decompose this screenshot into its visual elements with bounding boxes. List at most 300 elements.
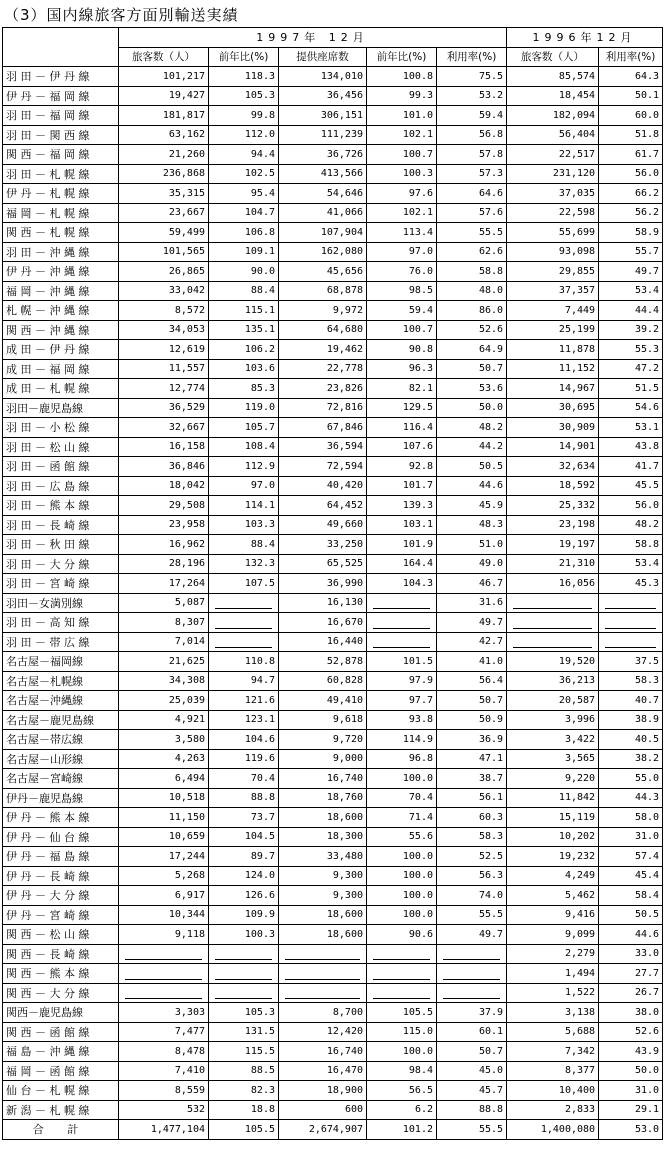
load-factor-1997-cell: 48.3: [437, 515, 507, 535]
load-factor-1996-cell: 40.7: [599, 691, 663, 711]
yoy-passengers-cell: 131.5: [209, 1022, 279, 1042]
yoy-passengers-cell: 70.4: [209, 769, 279, 789]
load-factor-1996-cell: 56.0: [599, 164, 663, 184]
not-applicable-line: [513, 637, 592, 648]
load-factor-1996-cell: 39.2: [599, 320, 663, 340]
passengers-1996-cell: 37,035: [507, 184, 599, 204]
col-header-seats: 提供座席数: [279, 47, 367, 67]
total-yoy-passengers-cell: 105.5: [209, 1120, 279, 1140]
load-factor-1997-cell: 41.0: [437, 652, 507, 672]
load-factor-1996-cell: 38.2: [599, 749, 663, 769]
yoy-seats-cell: 139.3: [367, 496, 437, 516]
load-factor-1996-cell: 56.2: [599, 203, 663, 223]
table-row: [3, 184, 663, 204]
seats-cell: [279, 964, 367, 984]
load-factor-1997-cell: 49.0: [437, 554, 507, 574]
route-cell: 伊 丹 － 大 分 線: [3, 886, 119, 906]
route-cell: 関 西 － 大 分 線: [3, 983, 119, 1003]
passengers-1997-cell: 36,846: [119, 457, 209, 477]
not-applicable-line: [285, 949, 360, 960]
passengers-1996-cell: [507, 632, 599, 652]
yoy-seats-cell: 101.9: [367, 535, 437, 555]
total-route-cell: 合 計: [3, 1120, 119, 1140]
route-cell: 成 田 － 札 幌 線: [3, 379, 119, 399]
passengers-1997-cell: 7,014: [119, 632, 209, 652]
load-factor-1997-cell: 49.7: [437, 613, 507, 633]
load-factor-1997-cell: 48.0: [437, 281, 507, 301]
table-row: [3, 925, 663, 945]
table-row: [3, 242, 663, 262]
seats-cell: 16,740: [279, 1042, 367, 1062]
route-cell: 羽 田 － 宮 崎 線: [3, 574, 119, 594]
load-factor-1997-cell: 64.6: [437, 184, 507, 204]
seats-cell: 22,778: [279, 359, 367, 379]
route-cell: 伊 丹 － 宮 崎 線: [3, 905, 119, 925]
table-row: [3, 632, 663, 652]
passengers-1996-cell: 1,494: [507, 964, 599, 984]
seats-cell: 9,618: [279, 710, 367, 730]
table-row: [3, 67, 663, 87]
seats-cell: 18,300: [279, 827, 367, 847]
passengers-1996-cell: 37,357: [507, 281, 599, 301]
load-factor-1996-cell: 58.3: [599, 671, 663, 691]
load-factor-1996-cell: 45.4: [599, 866, 663, 886]
not-applicable-line: [215, 637, 272, 648]
seats-cell: 16,470: [279, 1061, 367, 1081]
yoy-passengers-cell: [209, 613, 279, 633]
yoy-seats-cell: 99.3: [367, 86, 437, 106]
table-row: [3, 554, 663, 574]
passengers-1997-cell: 8,478: [119, 1042, 209, 1062]
yoy-passengers-cell: 109.1: [209, 242, 279, 262]
route-cell: 羽 田 － 小 松 線: [3, 418, 119, 438]
load-factor-1997-cell: 56.4: [437, 671, 507, 691]
load-factor-1997-cell: 55.5: [437, 223, 507, 243]
not-applicable-line: [373, 637, 430, 648]
not-applicable-line: [285, 969, 360, 980]
route-cell: 名古屋－札幌線: [3, 671, 119, 691]
load-factor-1996-cell: 54.6: [599, 398, 663, 418]
load-factor-1996-cell: [599, 632, 663, 652]
load-factor-1996-cell: 56.0: [599, 496, 663, 516]
yoy-passengers-cell: [209, 593, 279, 613]
yoy-passengers-cell: 119.0: [209, 398, 279, 418]
route-cell: 関 西 － 長 崎 線: [3, 944, 119, 964]
passengers-1997-cell: 181,817: [119, 106, 209, 126]
route-cell: 関 西 － 函 館 線: [3, 1022, 119, 1042]
load-factor-1997-cell: 53.2: [437, 86, 507, 106]
total-passengers-1997-cell: 1,477,104: [119, 1120, 209, 1140]
load-factor-1996-cell: 58.9: [599, 223, 663, 243]
passengers-1996-cell: 25,199: [507, 320, 599, 340]
seats-cell: 36,726: [279, 145, 367, 165]
yoy-seats-cell: [367, 944, 437, 964]
load-factor-1997-cell: 31.6: [437, 593, 507, 613]
yoy-passengers-cell: 123.1: [209, 710, 279, 730]
yoy-passengers-cell: 85.3: [209, 379, 279, 399]
yoy-seats-cell: 96.8: [367, 749, 437, 769]
load-factor-1997-cell: 60.3: [437, 808, 507, 828]
load-factor-1997-cell: 58.8: [437, 262, 507, 282]
passengers-1996-cell: 25,332: [507, 496, 599, 516]
route-cell: 関 西 － 松 山 線: [3, 925, 119, 945]
load-factor-1997-cell: 44.2: [437, 437, 507, 457]
seats-cell: 9,000: [279, 749, 367, 769]
yoy-passengers-cell: 105.7: [209, 418, 279, 438]
passengers-1996-cell: 9,099: [507, 925, 599, 945]
route-cell: 羽 田 － 高 知 線: [3, 613, 119, 633]
load-factor-1997-cell: 48.2: [437, 418, 507, 438]
load-factor-1996-cell: [599, 613, 663, 633]
load-factor-1996-cell: 26.7: [599, 983, 663, 1003]
yoy-seats-cell: 101.0: [367, 106, 437, 126]
table-row: [3, 1081, 663, 1101]
yoy-seats-cell: 97.6: [367, 184, 437, 204]
passengers-1997-cell: 12,619: [119, 340, 209, 360]
not-applicable-line: [605, 598, 656, 609]
load-factor-1996-cell: 44.6: [599, 925, 663, 945]
route-cell: 羽 田 － 帯 広 線: [3, 632, 119, 652]
table-row: [3, 827, 663, 847]
load-factor-1996-cell: 38.0: [599, 1003, 663, 1023]
passengers-1996-cell: 36,213: [507, 671, 599, 691]
not-applicable-line: [373, 988, 430, 999]
table-row: [3, 691, 663, 711]
period-1996-header: 1996年12月: [507, 28, 663, 48]
load-factor-1996-cell: 43.8: [599, 437, 663, 457]
route-cell: 羽 田 － 秋 田 線: [3, 535, 119, 555]
table-body: [3, 67, 663, 1140]
passengers-1997-cell: 32,667: [119, 418, 209, 438]
passengers-1996-cell: 19,520: [507, 652, 599, 672]
passengers-1997-cell: 63,162: [119, 125, 209, 145]
yoy-passengers-cell: 90.0: [209, 262, 279, 282]
table-row: [3, 106, 663, 126]
load-factor-1997-cell: 56.1: [437, 788, 507, 808]
table-row: [3, 847, 663, 867]
passengers-1996-cell: 55,699: [507, 223, 599, 243]
table-row: [3, 418, 663, 438]
seats-cell: 52,878: [279, 652, 367, 672]
table-row: [3, 730, 663, 750]
seats-cell: 8,700: [279, 1003, 367, 1023]
passengers-1997-cell: 34,308: [119, 671, 209, 691]
seats-cell: [279, 983, 367, 1003]
passengers-1996-cell: 15,119: [507, 808, 599, 828]
load-factor-1996-cell: 51.5: [599, 379, 663, 399]
yoy-seats-cell: 90.6: [367, 925, 437, 945]
yoy-seats-cell: 93.8: [367, 710, 437, 730]
table-row: [3, 340, 663, 360]
passengers-1997-cell: 9,118: [119, 925, 209, 945]
passengers-1997-cell: 8,307: [119, 613, 209, 633]
load-factor-1997-cell: 46.7: [437, 574, 507, 594]
passengers-1996-cell: 16,056: [507, 574, 599, 594]
total-passengers-1996-cell: 1,400,080: [507, 1120, 599, 1140]
load-factor-1997-cell: 45.7: [437, 1081, 507, 1101]
load-factor-1997-cell: 47.1: [437, 749, 507, 769]
passengers-1997-cell: 532: [119, 1100, 209, 1120]
not-applicable-line: [373, 598, 430, 609]
passengers-1997-cell: 25,039: [119, 691, 209, 711]
table-row: [3, 886, 663, 906]
route-cell: 福 岡 － 函 館 線: [3, 1061, 119, 1081]
yoy-passengers-cell: 88.5: [209, 1061, 279, 1081]
yoy-passengers-cell: 115.1: [209, 301, 279, 321]
passengers-1996-cell: 22,598: [507, 203, 599, 223]
seats-cell: 36,594: [279, 437, 367, 457]
passengers-1997-cell: 35,315: [119, 184, 209, 204]
not-applicable-line: [443, 969, 500, 980]
yoy-seats-cell: 97.7: [367, 691, 437, 711]
route-cell: 札 幌 － 沖 縄 線: [3, 301, 119, 321]
table-row: [3, 515, 663, 535]
load-factor-1997-cell: 62.6: [437, 242, 507, 262]
passengers-1996-cell: 23,198: [507, 515, 599, 535]
yoy-seats-cell: 82.1: [367, 379, 437, 399]
yoy-seats-cell: 56.5: [367, 1081, 437, 1101]
passengers-1996-cell: 11,878: [507, 340, 599, 360]
load-factor-1996-cell: 64.3: [599, 67, 663, 87]
yoy-seats-cell: 129.5: [367, 398, 437, 418]
load-factor-1997-cell: 56.3: [437, 866, 507, 886]
passengers-1996-cell: 182,094: [507, 106, 599, 126]
table-row: [3, 223, 663, 243]
passengers-1997-cell: [119, 964, 209, 984]
passengers-1997-cell: 11,150: [119, 808, 209, 828]
load-factor-1997-cell: 64.9: [437, 340, 507, 360]
passengers-1997-cell: 33,042: [119, 281, 209, 301]
not-applicable-line: [125, 969, 202, 980]
passengers-1997-cell: 18,042: [119, 476, 209, 496]
yoy-passengers-cell: 82.3: [209, 1081, 279, 1101]
passengers-1997-cell: 10,344: [119, 905, 209, 925]
total-load-factor-1997-cell: 55.5: [437, 1120, 507, 1140]
yoy-passengers-cell: 88.4: [209, 281, 279, 301]
route-cell: 関西－鹿児島線: [3, 1003, 119, 1023]
load-factor-1996-cell: 52.6: [599, 1022, 663, 1042]
not-applicable-line: [605, 618, 656, 629]
yoy-passengers-cell: 104.7: [209, 203, 279, 223]
yoy-seats-cell: 100.0: [367, 905, 437, 925]
table-row: [3, 535, 663, 555]
route-cell: 福 岡 － 札 幌 線: [3, 203, 119, 223]
load-factor-1997-cell: 60.1: [437, 1022, 507, 1042]
yoy-seats-cell: 100.7: [367, 145, 437, 165]
load-factor-1996-cell: 60.0: [599, 106, 663, 126]
passengers-1996-cell: 3,565: [507, 749, 599, 769]
yoy-seats-cell: 71.4: [367, 808, 437, 828]
not-applicable-line: [215, 598, 272, 609]
seats-cell: 72,594: [279, 457, 367, 477]
col-header-passengers-1997: 旅客数（人）: [119, 47, 209, 67]
route-cell: 名古屋－福岡線: [3, 652, 119, 672]
passengers-1997-cell: 59,499: [119, 223, 209, 243]
not-applicable-line: [443, 988, 500, 999]
load-factor-1997-cell: 86.0: [437, 301, 507, 321]
not-applicable-line: [215, 988, 272, 999]
yoy-passengers-cell: 18.8: [209, 1100, 279, 1120]
not-applicable-line: [443, 949, 500, 960]
route-cell: 羽田－鹿児島線: [3, 398, 119, 418]
table-row: [3, 164, 663, 184]
load-factor-1996-cell: 45.3: [599, 574, 663, 594]
passengers-1997-cell: 17,264: [119, 574, 209, 594]
seats-cell: 16,740: [279, 769, 367, 789]
table-row: [3, 944, 663, 964]
yoy-passengers-cell: 119.6: [209, 749, 279, 769]
seats-cell: 33,250: [279, 535, 367, 555]
yoy-seats-cell: 100.0: [367, 847, 437, 867]
passengers-1996-cell: 85,574: [507, 67, 599, 87]
load-factor-1997-cell: 50.7: [437, 691, 507, 711]
load-factor-1997-cell: 52.5: [437, 847, 507, 867]
load-factor-1997-cell: 44.6: [437, 476, 507, 496]
load-factor-1996-cell: 53.4: [599, 281, 663, 301]
not-applicable-line: [125, 988, 202, 999]
load-factor-1997-cell: 50.9: [437, 710, 507, 730]
yoy-passengers-cell: 121.6: [209, 691, 279, 711]
yoy-seats-cell: 59.4: [367, 301, 437, 321]
yoy-passengers-cell: 105.3: [209, 86, 279, 106]
yoy-passengers-cell: 99.8: [209, 106, 279, 126]
table-row: [3, 1042, 663, 1062]
seats-cell: 33,480: [279, 847, 367, 867]
route-cell: 成 田 － 福 岡 線: [3, 359, 119, 379]
seats-cell: 9,300: [279, 886, 367, 906]
yoy-seats-cell: [367, 593, 437, 613]
load-factor-1996-cell: 66.2: [599, 184, 663, 204]
yoy-seats-cell: 97.9: [367, 671, 437, 691]
passengers-1996-cell: 2,279: [507, 944, 599, 964]
passengers-1996-cell: 2,833: [507, 1100, 599, 1120]
yoy-passengers-cell: 103.6: [209, 359, 279, 379]
yoy-seats-cell: [367, 964, 437, 984]
yoy-passengers-cell: 94.7: [209, 671, 279, 691]
table-row: [3, 496, 663, 516]
load-factor-1997-cell: 50.7: [437, 1042, 507, 1062]
yoy-seats-cell: 164.4: [367, 554, 437, 574]
seats-cell: 65,525: [279, 554, 367, 574]
yoy-passengers-cell: 105.3: [209, 1003, 279, 1023]
page-title: （3）国内線旅客方面別輸送実績: [4, 6, 239, 24]
yoy-passengers-cell: 104.5: [209, 827, 279, 847]
passengers-1996-cell: 29,855: [507, 262, 599, 282]
table-row: [3, 320, 663, 340]
passengers-1996-cell: 3,996: [507, 710, 599, 730]
passengers-1997-cell: 7,477: [119, 1022, 209, 1042]
seats-cell: 600: [279, 1100, 367, 1120]
seats-cell: 40,420: [279, 476, 367, 496]
table-row: [3, 301, 663, 321]
col-header-load-factor-1997: 利用率(%): [437, 47, 507, 67]
load-factor-1996-cell: [599, 593, 663, 613]
load-factor-1996-cell: 31.0: [599, 1081, 663, 1101]
load-factor-1996-cell: 40.5: [599, 730, 663, 750]
load-factor-1997-cell: 45.0: [437, 1061, 507, 1081]
not-applicable-line: [605, 637, 656, 648]
yoy-seats-cell: 114.9: [367, 730, 437, 750]
route-cell: 福 島 － 沖 縄 線: [3, 1042, 119, 1062]
passengers-1996-cell: 20,587: [507, 691, 599, 711]
passengers-1996-cell: 7,342: [507, 1042, 599, 1062]
passengers-1996-cell: 14,901: [507, 437, 599, 457]
load-factor-1996-cell: 58.0: [599, 808, 663, 828]
seats-cell: 18,900: [279, 1081, 367, 1101]
load-factor-1997-cell: 55.5: [437, 905, 507, 925]
load-factor-1997-cell: 57.6: [437, 203, 507, 223]
load-factor-1996-cell: 41.7: [599, 457, 663, 477]
seats-cell: 18,600: [279, 808, 367, 828]
load-factor-1996-cell: 44.4: [599, 301, 663, 321]
table-row: [3, 1100, 663, 1120]
load-factor-1996-cell: 45.5: [599, 476, 663, 496]
passengers-1996-cell: 19,197: [507, 535, 599, 555]
passengers-1997-cell: [119, 944, 209, 964]
passengers-1997-cell: 12,774: [119, 379, 209, 399]
yoy-seats-cell: 76.0: [367, 262, 437, 282]
passengers-1996-cell: 7,449: [507, 301, 599, 321]
yoy-seats-cell: 101.5: [367, 652, 437, 672]
passengers-1996-cell: 1,522: [507, 983, 599, 1003]
passengers-1996-cell: 11,152: [507, 359, 599, 379]
passengers-1996-cell: 8,377: [507, 1061, 599, 1081]
yoy-passengers-cell: 108.4: [209, 437, 279, 457]
seats-cell: 67,846: [279, 418, 367, 438]
route-cell: 関 西 － 福 岡 線: [3, 145, 119, 165]
yoy-seats-cell: 100.3: [367, 164, 437, 184]
yoy-passengers-cell: 89.7: [209, 847, 279, 867]
seats-cell: 16,670: [279, 613, 367, 633]
seats-cell: 36,990: [279, 574, 367, 594]
transport-table: [2, 27, 663, 1140]
route-cell: 関 西 － 熊 本 線: [3, 964, 119, 984]
yoy-seats-cell: 6.2: [367, 1100, 437, 1120]
route-cell: 伊 丹 － 仙 台 線: [3, 827, 119, 847]
load-factor-1997-cell: 50.7: [437, 359, 507, 379]
table-row: [3, 398, 663, 418]
load-factor-1997-cell: 88.8: [437, 1100, 507, 1120]
route-cell: 名古屋－沖縄線: [3, 691, 119, 711]
table-row: [3, 457, 663, 477]
load-factor-1997-cell: 59.4: [437, 106, 507, 126]
yoy-passengers-cell: 112.9: [209, 457, 279, 477]
route-cell: 成 田 － 伊 丹 線: [3, 340, 119, 360]
col-header-yoy-passengers: 前年比(%): [209, 47, 279, 67]
passengers-1997-cell: 29,508: [119, 496, 209, 516]
load-factor-1997-cell: [437, 944, 507, 964]
yoy-passengers-cell: 100.3: [209, 925, 279, 945]
table-row: [3, 964, 663, 984]
col-header-load-factor-1996: 利用率(%): [599, 47, 663, 67]
route-cell: 羽 田 － 長 崎 線: [3, 515, 119, 535]
seats-cell: [279, 944, 367, 964]
period-1997-header: 1997年 12月: [119, 28, 507, 48]
passengers-1996-cell: 18,592: [507, 476, 599, 496]
table-row: [3, 125, 663, 145]
passengers-1997-cell: 8,559: [119, 1081, 209, 1101]
seats-cell: 49,410: [279, 691, 367, 711]
seats-cell: 12,420: [279, 1022, 367, 1042]
passengers-1996-cell: 9,220: [507, 769, 599, 789]
passengers-1996-cell: 11,842: [507, 788, 599, 808]
seats-cell: 64,452: [279, 496, 367, 516]
load-factor-1996-cell: 33.0: [599, 944, 663, 964]
load-factor-1997-cell: 58.3: [437, 827, 507, 847]
passengers-1996-cell: [507, 593, 599, 613]
yoy-passengers-cell: 88.8: [209, 788, 279, 808]
table-row: [3, 1022, 663, 1042]
